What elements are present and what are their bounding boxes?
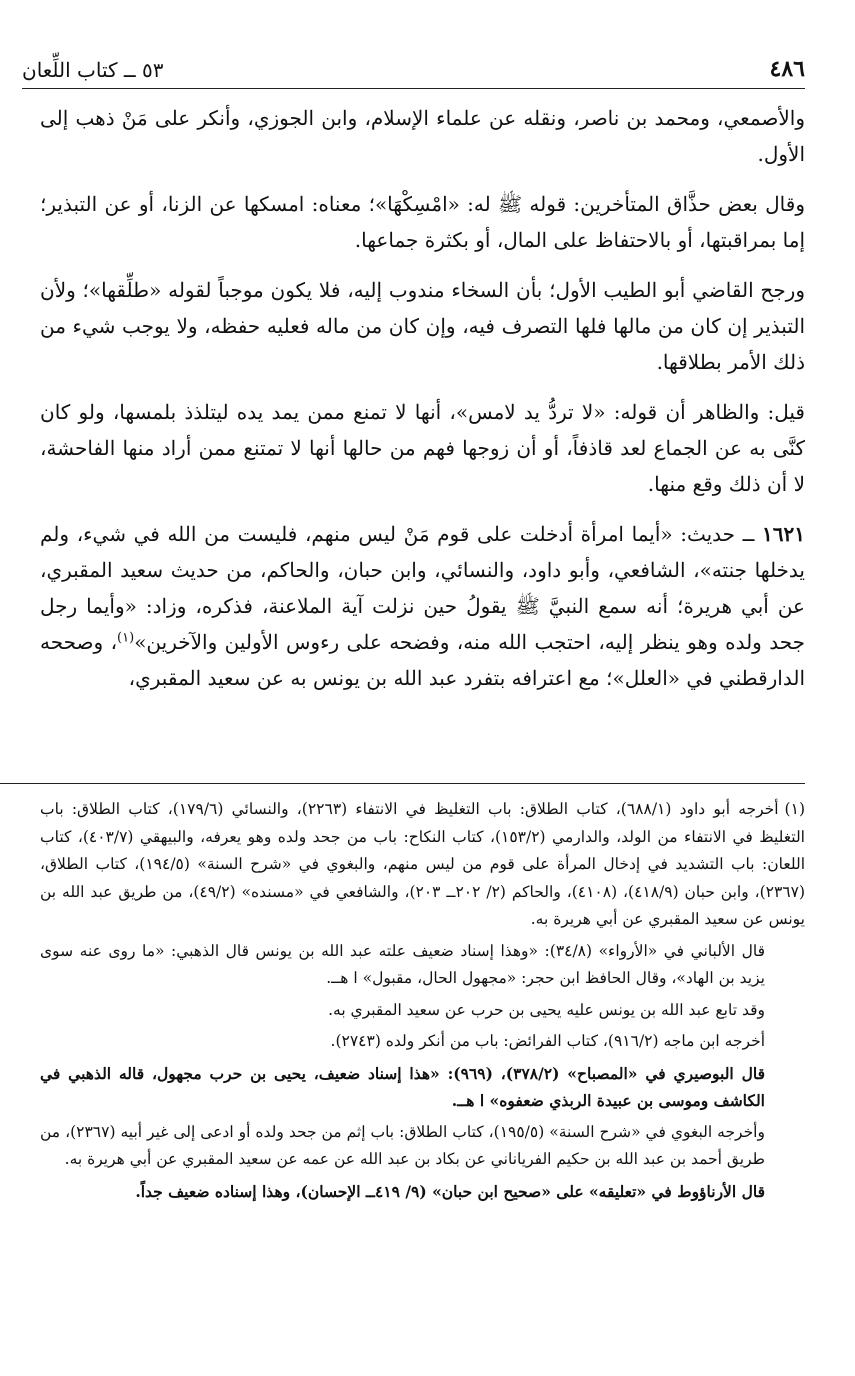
footnote-text: قال الأرناؤوط في «تعليقه» على «صحيح ابن حبان» (٩/ ٤١٩ــ الإحسان)، وهذا إسناده ضعيف جداً. bbox=[135, 1181, 765, 1201]
hadith-text: ــ حديث: «أيما امرأة أدخلت على قوم مَنْ ليس منهم، فليست من الله في شيء، ولم يدخلها جنته»، الشافعي، وأبو داود، والنسائي، وابن حبان، والحاكم، من حديث سعيد المقبري، عن أبي هريرة؛ أنه سمع النبيَّ ﷺ يقولُ حين نزلت آية الملاعنة، فذكره، وزاد: «وأيما رجل جحد ولده وهو ينظر إليه، احتجب الله منه، وفضحه على رءوس الأولين والآخرين» bbox=[40, 522, 805, 654]
footnote bbox=[40, 796, 805, 934]
footnote bbox=[40, 997, 805, 1025]
footnote bbox=[40, 1028, 805, 1056]
paragraph: ورجح القاضي أبو الطيب الأول؛ بأن السخاء مندوب إليه، فلا يكون موجباً لقوله «طلِّقها»؛ ولأن التبذير إن كان من مالها فلها التصرف فيه، وإن كان من ماله فعليه حفظه، ولا يوجب شيء من ذلك الأمر بطلاقها. bbox=[40, 278, 805, 374]
footnote-text: قال الألباني في «الأرواء» (٣٤/٨): «وهذا إسناد ضعيف علته عبد الله بن يونس قال الذهبي: «ما روى عنه سوى يزيد بن الهاد»، وقال الحافظ ابن حجر: «مجهول الحال، مقبول» ا هــ. bbox=[40, 941, 765, 987]
footnote-separator bbox=[0, 783, 805, 784]
footnote bbox=[40, 1178, 805, 1206]
main-text bbox=[40, 100, 805, 710]
running-title: ٥٣ ــ كتاب اللِّعان bbox=[22, 58, 164, 82]
footnote-text: وقد تابع عبد الله بن يونس عليه يحيى بن حرب عن سعيد المقبري به. bbox=[328, 1000, 765, 1019]
page-header bbox=[22, 48, 805, 89]
paragraph: وقال بعض حذَّاق المتأخرين: قوله ﷺ له: «امْسِكْهَا»؛ معناه: امسكها عن الزنا، أو عن التبذير؛ إما بمراقبتها، أو بالاحتفاظ على المال، أو بكثرة جماعها. bbox=[40, 192, 805, 252]
footnote bbox=[40, 1060, 805, 1115]
footnote-text: وأخرجه البغوي في «شرح السنة» (١٩٥/٥)، كتاب الطلاق: باب إثم من جحد ولده أو ادعى إلى غير أبيه (٢٣٦٧)، من طريق أحمد بن عبد الله بن حكيم الفرياناني عن بكاد بن عبد الله عن عمه عن سعيد المقبري عن أبي هريرة به. bbox=[40, 1122, 765, 1168]
hadith-text-continued: ، وصححه الدارقطني في «العلل»؛ مع اعترافه بتفرد عبد الله بن يونس به عن سعيد المقبري، bbox=[40, 630, 805, 690]
hadith-paragraph bbox=[40, 516, 805, 696]
paragraph: قيل: والظاهر أن قوله: «لا تردُّ يد لامس»، أنها لا تمنع ممن يمد يده ليتلذذ بلمسها، ولو كان كنَّى به عن الجماع لعد قاذفاً، أو أن زوجها فهم من حالها أنها لا تمتنع ممن أراد منها الفاحشة، لا أن ذلك وقع منها. bbox=[40, 400, 805, 496]
footnote-text: أخرجه ابن ماجه (٩١٦/٢)، كتاب الفرائض: باب من أنكر ولده (٢٧٤٣). bbox=[330, 1032, 765, 1050]
paragraph: والأصمعي، ومحمد بن ناصر، ونقله عن علماء الإسلام، وابن الجوزي، وأنكر على مَنْ ذهب إلى الأول. bbox=[40, 106, 805, 166]
hadith-number: ١٦٢١ bbox=[762, 522, 805, 546]
footnote-mark: (١) bbox=[784, 800, 805, 818]
footnote bbox=[40, 1119, 805, 1174]
footnote-reference[interactable]: (١) bbox=[117, 630, 135, 646]
footnote bbox=[40, 938, 805, 993]
footnotes bbox=[40, 796, 805, 1209]
footnote-text: أخرجه أبو داود (٦٨٨/١)، كتاب الطلاق: باب التغليظ في الانتفاء (٢٢٦٣)، والنسائي (١٧٩/٦)، كتاب الطلاق: باب التغليظ في الانتفاء من الولد، والدارمي (١٥٣/٢)، كتاب النكاح: باب من جحد ولده وهو يعرفه، والبيهقي (٤٠٣/٧)، كتاب اللعان: باب التشديد في إدخال المرأة على قوم من ليس منهم، والبغوي في «شرح السنة» (١٩٤/٥)، كتاب الطلاق، (٢٣٦٧)، وابن حبان (٤١٨/٩)، (٤١٠٨)، والحاكم (٢/ ٢٠٢ــ ٢٠٣)، والشافعي في «مسنده» (٤٩/٢)، من طريق عبد الله بن يونس عن سعيد المقبري عن أبي هريرة به. bbox=[40, 800, 806, 928]
page-number: ٤٨٦ bbox=[769, 56, 805, 82]
footnote-text: قال البوصيري في «المصباح» (٣٧٨/٢)، (٩٦٩): «هذا إسناد ضعيف، يحيى بن حرب مجهول، قاله الذهبي في الكاشف وموسى بن عبيدة الربذي ضعفوه» ا هــ. bbox=[40, 1063, 765, 1110]
